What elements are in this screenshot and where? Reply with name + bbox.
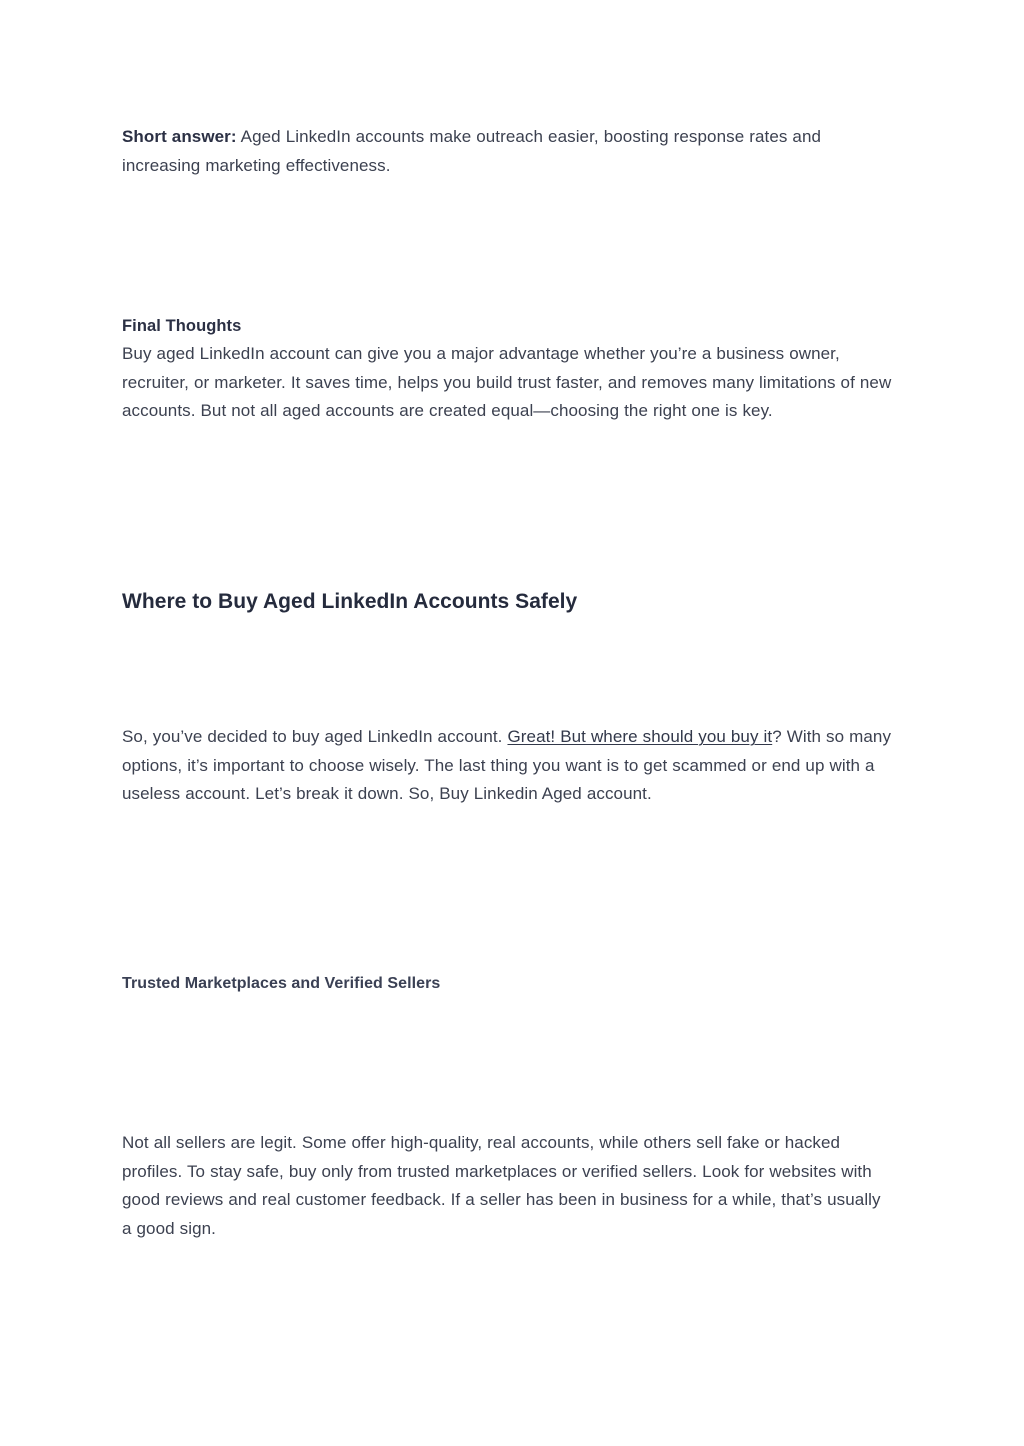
subheading-trusted-marketplaces: Trusted Marketplaces and Verified Sellers: [122, 975, 441, 992]
where-to-buy-paragraph: [122, 723, 894, 809]
final-thoughts-heading: Final Thoughts: [122, 317, 242, 335]
where-should-you-buy-it-link[interactable]: Great! But where should you buy it: [507, 727, 773, 746]
trusted-marketplaces-paragraph: Not all sellers are legit. Some offer high-quality, real accounts, while others sell fake or hacked profiles. To stay safe, buy only from trusted marketplaces or verified sellers. Look for websites with good reviews and real customer feedback. If a seller has been in business for a while, that’s usually a good sign.: [122, 1133, 881, 1238]
where-to-buy-text-after-link: ? With so many options, it’s important to choose wisely. The last thing you want is to get scammed or end up with a useless account. Let’s break it down. So, Buy Linkedin Aged account.: [122, 727, 892, 803]
section-heading-where-to-buy: Where to Buy Aged LinkedIn Accounts Safely: [122, 590, 578, 613]
short-answer-text: Aged LinkedIn accounts make outreach easier, boosting response rates and increasing marketing effectiveness.: [122, 127, 822, 175]
short-answer-paragraph: [122, 123, 894, 180]
short-answer-label: Short answer:: [122, 127, 237, 146]
final-thoughts-paragraph: Buy aged LinkedIn account can give you a major advantage whether you’re a business owner, recruiter, or marketer. It saves time, helps you build trust faster, and removes many limitations of new accounts. But not all aged accounts are created equal—choosing the right one is key.: [122, 344, 892, 420]
where-to-buy-text-before-link: So, you’ve decided to buy aged LinkedIn account.: [122, 727, 508, 746]
